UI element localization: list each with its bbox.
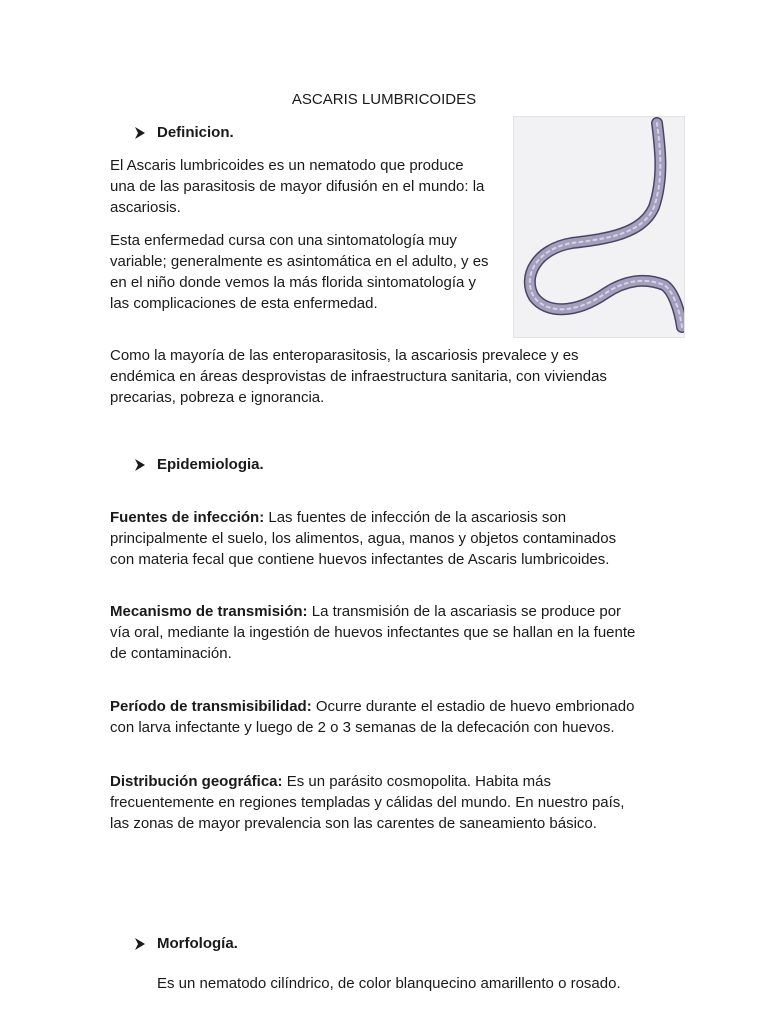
arrowhead-bullet-icon: [133, 937, 147, 951]
text-line: las zonas de mayor prevalencia son las carentes de saneamiento básico.: [110, 815, 597, 832]
text-line: Como la mayoría de las enteroparasitosis, la ascariosis prevalece y es: [110, 347, 579, 364]
paragraph-fuentes: [110, 507, 690, 570]
document-title: ASCARIS LUMBRICOIDES: [291, 91, 477, 108]
text-line: las complicaciones de esta enfermedad.: [110, 295, 378, 312]
text-line: [110, 771, 690, 792]
text-line: endémica en áreas desprovistas de infraestructura sanitaria, con viviendas: [110, 368, 607, 385]
text-span: Ocurre durante el estadio de huevo embrionado: [311, 698, 635, 715]
text-line: frecuentemente en regiones templadas y cálidas del mundo. En nuestro país,: [110, 794, 625, 811]
term-label: Período de transmisibilidad:: [110, 698, 312, 715]
text-line: [110, 601, 690, 622]
text-line: vía oral, mediante la ingestión de huevos infectantes que se hallan en la fuente: [110, 624, 636, 641]
text-line: ascariosis.: [110, 199, 181, 216]
text-line: variable; generalmente es asintomática en el adulto, y es: [110, 253, 489, 270]
section-label: Epidemiologia.: [157, 456, 264, 473]
paragraph-definicion-3: [110, 345, 670, 408]
text-line: [110, 696, 690, 717]
text-span: Es un parásito cosmopolita. Habita más: [282, 773, 551, 790]
text-line: principalmente el suelo, los alimentos, agua, manos y objetos contaminados: [110, 530, 617, 547]
text-line: [110, 507, 690, 528]
text-line: El Ascaris lumbricoides es un nematodo que produce: [110, 157, 464, 174]
paragraph-morfologia-1: Es un nematodo cilíndrico, de color blanquecino amarillento o rosado.: [157, 975, 621, 992]
text-line: precarias, pobreza e ignorancia.: [110, 389, 325, 406]
arrowhead-bullet-icon: [133, 458, 147, 472]
text-line: una de las parasitosis de mayor difusión en el mundo: la: [110, 178, 485, 195]
section-heading-epidemiologia: [133, 456, 264, 473]
text-span: Las fuentes de infección de la ascariosis son: [264, 509, 567, 526]
section-heading-morfologia: [133, 935, 238, 952]
text-line: con larva infectante y luego de 2 o 3 semanas de la defecación con huevos.: [110, 719, 615, 736]
text-line: de contaminación.: [110, 645, 232, 662]
section-label: Morfología.: [157, 935, 238, 952]
term-label: Fuentes de infección:: [110, 509, 265, 526]
arrowhead-bullet-icon: [133, 126, 147, 140]
text-line: Esta enfermedad cursa con una sintomatología muy: [110, 232, 457, 249]
text-line: con materia fecal que contiene huevos infectantes de Ascaris lumbricoides.: [110, 551, 610, 568]
paragraph-periodo: [110, 696, 690, 738]
term-label: Mecanismo de transmisión:: [110, 603, 308, 620]
text-line: en el niño donde vemos la más florida sintomatología y: [110, 274, 477, 291]
paragraph-definicion-1: [110, 155, 505, 218]
paragraph-mecanismo: [110, 601, 690, 664]
section-heading-definicion: [133, 124, 234, 141]
section-label: Definicion.: [157, 124, 234, 141]
paragraph-distribucion: [110, 771, 690, 834]
ascaris-worm-illustration: [514, 117, 684, 337]
paragraph-definicion-2: [110, 230, 505, 314]
text-span: La transmisión de la ascariasis se produce por: [307, 603, 622, 620]
term-label: Distribución geográfica:: [110, 773, 283, 790]
ascaris-photo: [513, 116, 685, 338]
